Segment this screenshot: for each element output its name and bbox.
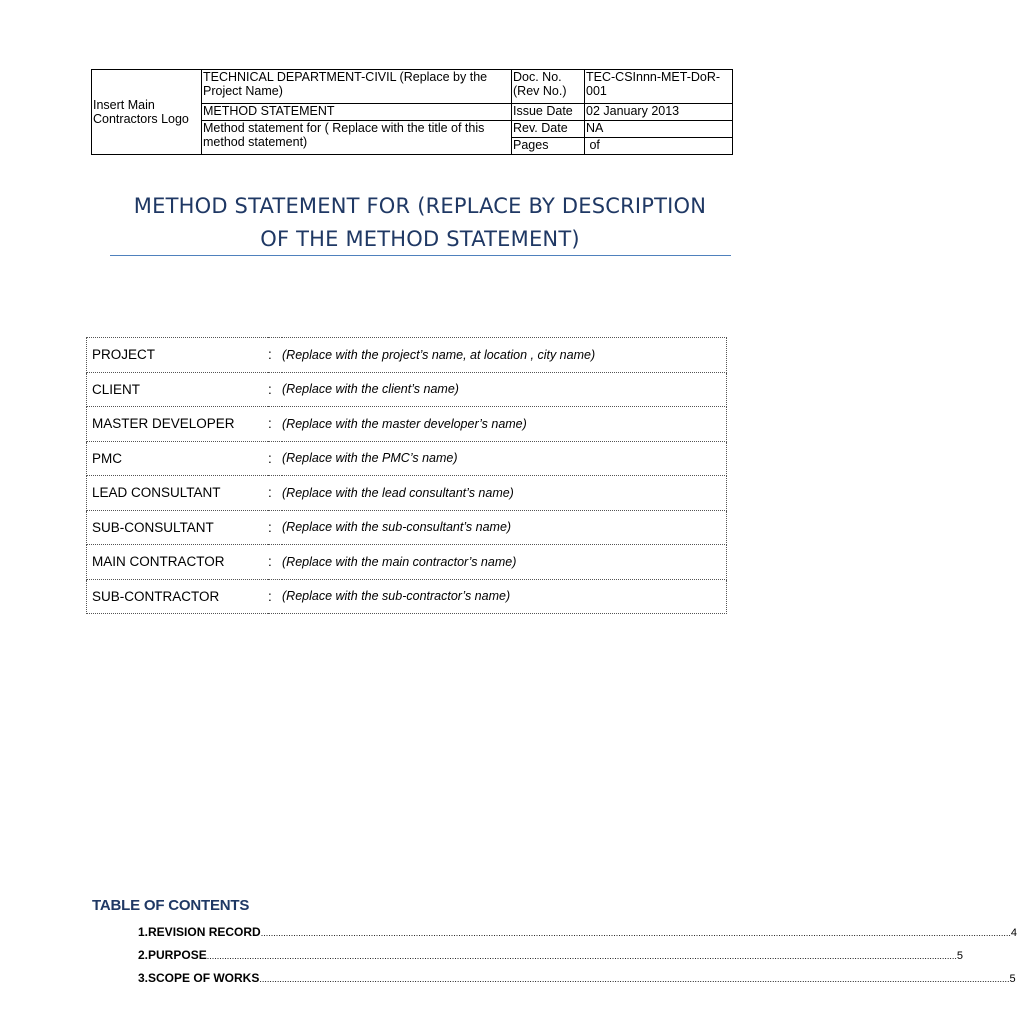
info-row-client xyxy=(87,372,727,407)
info-label: PMC xyxy=(87,441,269,476)
doc-no-label: Doc. No. (Rev No.) xyxy=(512,70,585,104)
toc-entry-number: 3. xyxy=(138,971,149,985)
info-row-project xyxy=(87,338,727,373)
department-cell: TECHNICAL DEPARTMENT-CIVIL (Replace by the Project Name) xyxy=(202,70,512,104)
info-label: PROJECT xyxy=(87,338,269,373)
toc-leader-dots: ............................................................................................................................................................................................................................................................................................................ xyxy=(259,974,1010,984)
rev-date-label: Rev. Date xyxy=(512,121,585,138)
document-title xyxy=(110,190,730,256)
doc-no-value: TEC-CSInnn-MET-DoR-001 xyxy=(585,70,733,104)
doc-type-cell: METHOD STATEMENT xyxy=(202,104,512,121)
toc-entry-label: SCOPE OF WORKS xyxy=(148,971,260,985)
toc-entry[interactable] xyxy=(138,971,1016,994)
toc-entry[interactable] xyxy=(138,925,1017,948)
info-colon: : xyxy=(268,579,282,614)
info-colon: : xyxy=(268,441,282,476)
info-value: (Replace with the sub-contractor’s name) xyxy=(282,579,727,614)
pages-label: Pages xyxy=(512,138,585,155)
info-label: CLIENT xyxy=(87,372,269,407)
info-row-master-developer xyxy=(87,407,727,442)
info-colon: : xyxy=(268,476,282,511)
project-info-table xyxy=(86,337,727,614)
info-row-sub-consultant xyxy=(87,510,727,545)
toc-entry-page: 5 xyxy=(1009,973,1016,985)
info-colon: : xyxy=(268,545,282,580)
rev-date-value: NA xyxy=(585,121,733,138)
toc-entry-number: 2. xyxy=(138,948,149,962)
toc-entry-label: PURPOSE xyxy=(148,948,207,962)
toc-leader-dots: ............................................................................................................................................................................................................................................................................................................ xyxy=(206,951,957,961)
info-label: MAIN CONTRACTOR xyxy=(87,545,269,580)
toc-entry-label: REVISION RECORD xyxy=(148,925,261,939)
info-colon: : xyxy=(268,372,282,407)
info-row-main-contractor xyxy=(87,545,727,580)
toc-entry-number: 1. xyxy=(138,925,149,939)
info-row-lead-consultant xyxy=(87,476,727,511)
info-label: SUB-CONTRACTOR xyxy=(87,579,269,614)
info-colon: : xyxy=(268,510,282,545)
info-value: (Replace with the client’s name) xyxy=(282,372,727,407)
method-statement-for-cell: Method statement for ( Replace with the title of this method statement) xyxy=(202,121,512,155)
info-colon: : xyxy=(268,407,282,442)
title-divider xyxy=(110,255,731,256)
info-label: LEAD CONSULTANT xyxy=(87,476,269,511)
info-label: SUB-CONSULTANT xyxy=(87,510,269,545)
toc-heading: TABLE OF CONTENTS xyxy=(92,897,250,914)
toc-entry[interactable] xyxy=(138,948,963,971)
issue-date-value: 02 January 2013 xyxy=(585,104,733,121)
toc-leader-dots: ............................................................................................................................................................................................................................................................................................................ xyxy=(260,928,1011,938)
document-header-table xyxy=(91,69,733,155)
toc-entry-page: 5 xyxy=(956,950,963,962)
pages-value: of xyxy=(585,138,733,155)
toc-entry-page: 4 xyxy=(1010,927,1017,939)
info-value: (Replace with the main contractor’s name) xyxy=(282,545,727,580)
info-row-pmc xyxy=(87,441,727,476)
toc-list xyxy=(138,925,1017,994)
info-value: (Replace with the PMC’s name) xyxy=(282,441,727,476)
issue-date-label: Issue Date xyxy=(512,104,585,121)
info-row-sub-contractor xyxy=(87,579,727,614)
info-value: (Replace with the lead consultant’s name) xyxy=(282,476,727,511)
title-line-2: OF THE METHOD STATEMENT) xyxy=(260,227,580,251)
info-value: (Replace with the project’s name, at location , city name) xyxy=(282,338,727,373)
contractor-logo-placeholder: Insert Main Contractors Logo xyxy=(92,70,202,155)
info-value: (Replace with the sub-consultant’s name) xyxy=(282,510,727,545)
info-label: MASTER DEVELOPER xyxy=(87,407,269,442)
info-value: (Replace with the master developer’s name) xyxy=(282,407,727,442)
info-colon: : xyxy=(268,338,282,373)
title-line-1: METHOD STATEMENT FOR (REPLACE BY DESCRIPTION xyxy=(133,194,707,218)
